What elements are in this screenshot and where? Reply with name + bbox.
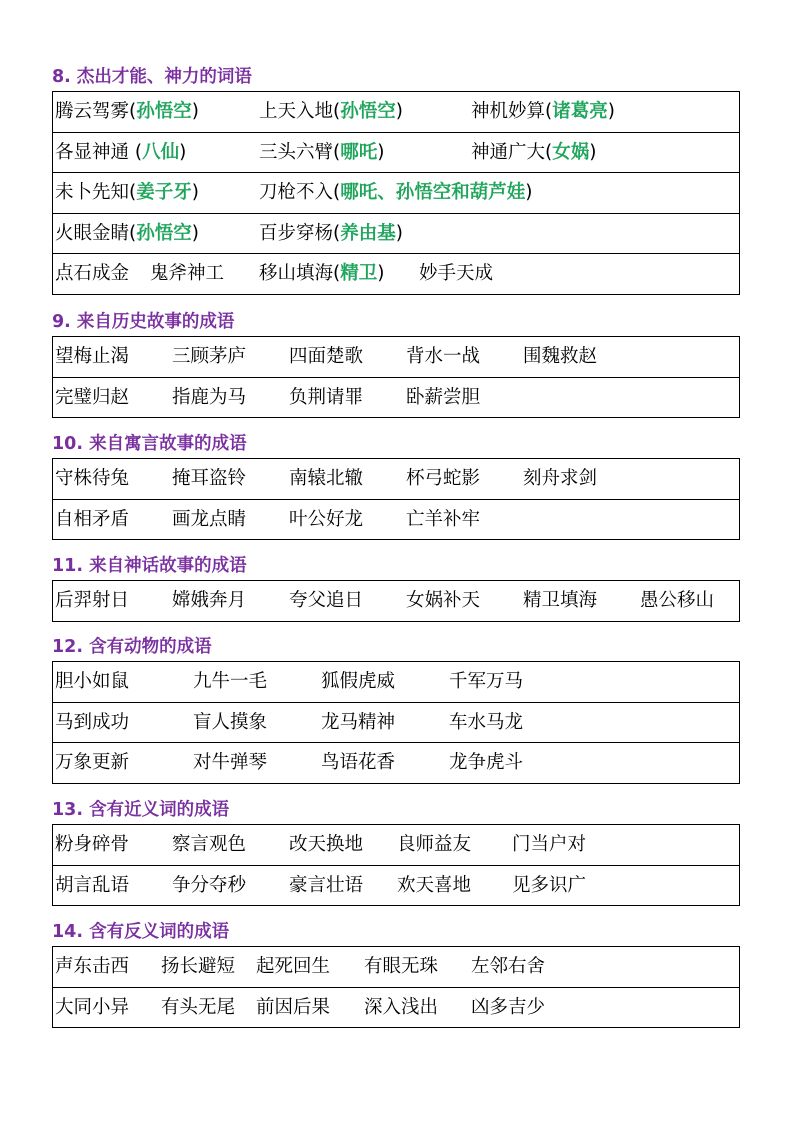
idiom: 争分夺秒	[172, 874, 247, 896]
idiom-entry: 三头六臂(哪吒)	[259, 141, 385, 163]
idiom: 龙争虎斗	[449, 752, 524, 773]
section-11-table	[52, 580, 740, 622]
table-row	[53, 132, 740, 173]
idiom: 有头无尾	[161, 996, 236, 1018]
idiom: 精卫填海	[523, 590, 598, 611]
idiom: 女娲补天	[406, 590, 481, 611]
idiom: 良师益友	[397, 834, 472, 855]
section-13	[52, 796, 740, 906]
idiom: 对牛弹琴	[193, 752, 268, 773]
idiom-entry: 移山填海(精卫)	[259, 263, 385, 284]
idiom: 卧薪尝胆	[406, 386, 481, 408]
idiom: 愚公移山	[640, 590, 715, 611]
idiom: 有眼无珠	[364, 956, 439, 977]
idiom: 南辕北辙	[289, 468, 364, 489]
section-8-title: 8. 杰出才能、神力的词语	[52, 67, 252, 87]
table-row	[53, 499, 740, 540]
idiom: 欢天喜地	[397, 874, 472, 896]
idiom: 亡羊补牢	[406, 508, 481, 530]
table-row	[53, 947, 740, 988]
section-14	[52, 918, 740, 1028]
idiom: 守株待兔	[55, 468, 130, 489]
idiom: 自相矛盾	[55, 508, 130, 530]
idiom: 龙马精神	[321, 711, 396, 733]
idiom: 粉身碎骨	[55, 834, 130, 855]
table-row	[53, 173, 740, 214]
table-row	[53, 92, 740, 133]
section-11	[52, 552, 740, 622]
section-8	[52, 63, 740, 295]
section-9	[52, 308, 740, 418]
idiom-entry: 点石成金	[55, 263, 130, 284]
idiom: 千军万马	[449, 671, 524, 692]
idiom: 嫦娥奔月	[172, 590, 247, 611]
idiom: 完璧归赵	[55, 386, 130, 408]
idiom: 负荆请罪	[289, 386, 364, 408]
idiom: 夸父追日	[289, 590, 364, 611]
idiom-entry: 上天入地(孙悟空)	[259, 101, 403, 122]
idiom: 叶公好龙	[289, 508, 364, 530]
idiom: 鸟语花香	[321, 752, 396, 773]
idiom: 马到成功	[55, 711, 130, 733]
idiom-entry: 火眼金睛(孙悟空)	[55, 222, 199, 244]
table-row	[53, 702, 740, 743]
idiom: 豪言壮语	[289, 874, 364, 896]
idiom-entry: 神机妙算(诸葛亮)	[471, 101, 615, 122]
idiom-entry: 鬼斧神工	[150, 263, 225, 284]
idiom: 见多识广	[512, 874, 587, 896]
section-10	[52, 430, 740, 540]
section-12-table	[52, 661, 740, 784]
section-10-table	[52, 458, 740, 540]
idiom: 前因后果	[256, 996, 331, 1018]
section-9-table	[52, 336, 740, 418]
idiom: 声东击西	[55, 956, 130, 977]
idiom: 改天换地	[289, 834, 364, 855]
section-13-table	[52, 824, 740, 906]
table-row	[53, 662, 740, 703]
table-row	[53, 213, 740, 254]
section-9-title: 9. 来自历史故事的成语	[52, 312, 235, 332]
idiom: 盲人摸象	[193, 711, 268, 733]
idiom-entry: 未卜先知(姜子牙)	[55, 182, 199, 203]
idiom: 大同小异	[55, 996, 130, 1018]
table-row	[53, 825, 740, 866]
idiom: 围魏救赵	[523, 346, 598, 367]
section-14-table	[52, 946, 740, 1028]
idiom: 车水马龙	[449, 711, 524, 733]
table-row	[53, 377, 740, 418]
section-12-title: 12. 含有动物的成语	[52, 637, 212, 657]
section-10-title: 10. 来自寓言故事的成语	[52, 434, 247, 454]
idiom: 狐假虎威	[321, 671, 396, 692]
table-row	[53, 581, 740, 622]
idiom-entry: 妙手天成	[419, 263, 494, 284]
idiom: 画龙点睛	[172, 508, 247, 530]
table-row	[53, 743, 740, 784]
table-row	[53, 987, 740, 1028]
idiom: 后羿射日	[55, 590, 130, 611]
table-row	[53, 337, 740, 378]
idiom: 九牛一毛	[193, 671, 268, 692]
idiom: 望梅止渴	[55, 346, 130, 367]
section-12	[52, 633, 740, 784]
idiom: 胡言乱语	[55, 874, 130, 896]
idiom-entry: 刀枪不入(哪吒、孙悟空和葫芦娃)	[259, 182, 533, 203]
section-14-title: 14. 含有反义词的成语	[52, 922, 230, 942]
idiom: 背水一战	[406, 346, 481, 367]
idiom: 三顾茅庐	[172, 346, 247, 367]
idiom: 胆小如鼠	[55, 671, 130, 692]
idiom: 察言观色	[172, 834, 247, 855]
idiom: 万象更新	[55, 752, 130, 773]
table-row	[53, 865, 740, 906]
section-11-title: 11. 来自神话故事的成语	[52, 556, 247, 576]
idiom: 深入浅出	[364, 996, 439, 1018]
idiom: 门当户对	[512, 834, 587, 855]
section-8-table	[52, 91, 740, 295]
idiom-entry: 神通广大(女娲)	[471, 141, 597, 163]
idiom: 指鹿为马	[172, 386, 247, 408]
idiom: 左邻右舍	[471, 956, 546, 977]
idiom-entry: 腾云驾雾(孙悟空)	[55, 101, 199, 122]
idiom: 凶多吉少	[471, 996, 546, 1018]
section-13-title: 13. 含有近义词的成语	[52, 800, 230, 820]
idiom-entry: 百步穿杨(养由基)	[259, 222, 403, 244]
idiom: 刻舟求剑	[523, 468, 598, 489]
table-row	[53, 254, 740, 295]
idiom: 掩耳盗铃	[172, 468, 247, 489]
idiom-entry: 各显神通 (八仙)	[55, 141, 187, 163]
idiom: 四面楚歌	[289, 346, 364, 367]
idiom: 杯弓蛇影	[406, 468, 481, 489]
table-row	[53, 459, 740, 500]
idiom: 扬长避短	[161, 956, 236, 977]
idiom: 起死回生	[256, 956, 331, 977]
